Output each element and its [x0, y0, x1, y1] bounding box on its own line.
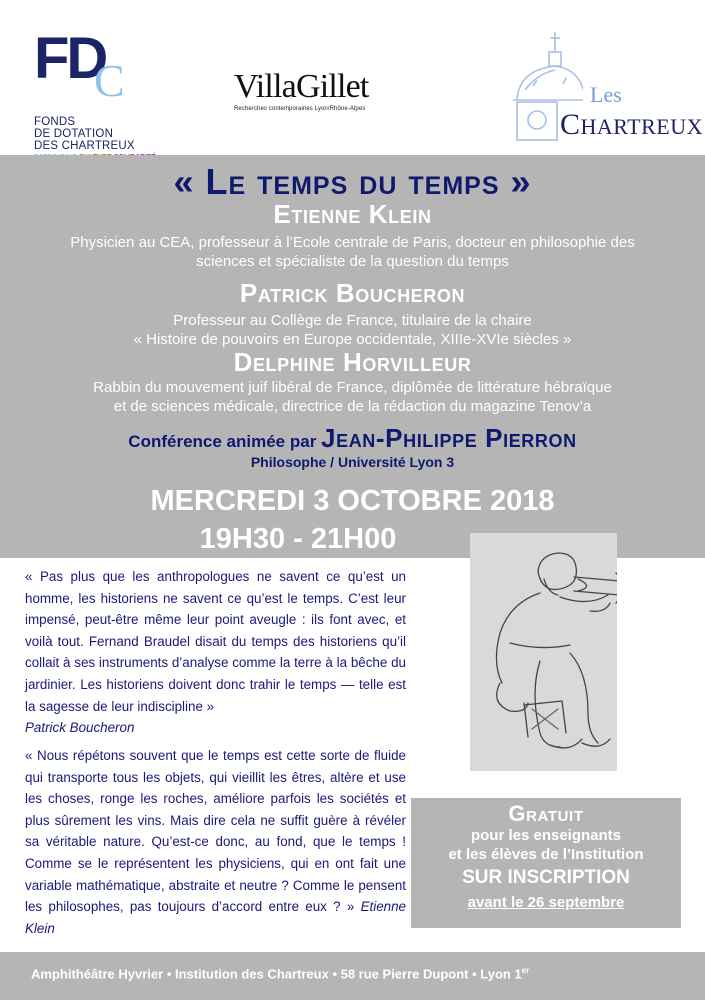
speaker-description-line: sciences et spécialiste de la question du temps	[196, 253, 509, 270]
free-audience-line: et les élèves de l’Institution	[448, 846, 644, 863]
quote-boucheron	[25, 566, 406, 739]
speaker-description-line: Professeur au Collège de France, titulaire de la chaire	[173, 312, 532, 329]
event-time: 19H30 - 21H00	[199, 523, 397, 555]
speaker-description-line: « Histoire de pouvoirs en Europe occidentale, XIIIe-XVIe siècles »	[133, 331, 572, 348]
registration-required: SUR INSCRIPTION	[462, 867, 630, 888]
event-date: MERCREDI 3 OCTOBRE 2018	[150, 485, 555, 517]
quote-text: « Pas plus que les anthropologues ne savent ce qu’est un homme, les historiens ne savent ce qu’est le temps. C’est leur impensé, peut-être même leur point aveugle : ils font avec, et voilà tout. Fernand Braudel disait du temps des historiens qu’il collait à ses instruments d’analyse comme la terre à la bêche du jardinier. Les historiens doivent donc trahir le temps — telle est la sagesse de leur indiscipline »	[25, 569, 406, 714]
chartreux-logo	[498, 30, 705, 140]
villa-gillet-name: VillaGillet	[234, 68, 369, 105]
villa-gillet-subtitle: Recherches contemporaines Lyon/Rhône-Alpes	[234, 106, 366, 112]
moderator-line	[0, 423, 705, 454]
quote-klein	[25, 745, 406, 939]
chartreux-initial: C	[560, 108, 581, 141]
hourglass-sketch-image	[470, 533, 617, 771]
venue-superscript: er	[521, 966, 530, 975]
fdc-logo	[34, 26, 154, 152]
chartreux-name	[560, 108, 703, 142]
venue-text: Amphithéâtre Hyvrier • Institution des Chartreux • 58 rue Pierre Dupont • Lyon 1	[31, 966, 522, 982]
quote-text: « Nous répétons souvent que le temps est cette sorte de fluide qui transporte tous les objets, qui vieillit les êtres, altère et use les choses, ronge les roches, améliore parfois les sociétés et plus sûrement les vins. Mais dire cela ne suffit guère à révéler sa véritable nature. Qu’est-ce donc, au fond, que le temps ! Comme se le représentent les physiciens, qui en ont fait une variable mathématique, abstraite et neutre ? Comme le pensent les philosophes, pas toujours d’accord entre eux ? »	[25, 748, 406, 915]
moderator-role: Philosophe / Université Lyon 3	[250, 454, 455, 470]
free-audience-line: pour les enseignants	[470, 827, 622, 844]
chartreux-les: Les	[590, 82, 622, 107]
speaker-description	[0, 311, 705, 349]
venue-address	[31, 966, 529, 981]
event-title	[0, 161, 705, 203]
fdc-logo-line: DES CHARTREUX	[34, 140, 135, 152]
speaker-description-line: Rabbin du mouvement juif libéral de France, diplômée de littérature hébraïque	[93, 379, 612, 396]
speaker-description-line: Physicien au CEA, professeur à l’Ecole centrale de Paris, docteur en philosophie des	[70, 234, 635, 251]
registration-deadline: avant le 26 septembre	[467, 894, 625, 911]
moderator-name: Jean-Philippe Pierron	[321, 423, 577, 453]
free-registration-box	[411, 798, 681, 928]
quote-author: Patrick Boucheron	[25, 720, 135, 736]
moderator-lead: Conférence animée par	[128, 432, 322, 451]
sketch-drawing	[470, 533, 617, 771]
speaker-name: Delphine Horvilleur	[233, 347, 472, 377]
event-title-text: « Le temps du temps »	[173, 161, 532, 202]
speaker-name: Etienne Klein	[273, 199, 432, 229]
speaker-description	[0, 378, 705, 416]
speaker-name: Patrick Boucheron	[239, 278, 466, 308]
fdc-logo-c: C	[94, 55, 125, 106]
fdc-logo-line: DE DOTATION	[34, 128, 114, 140]
chartreux-rest: HARTREUX	[580, 114, 703, 139]
footer-band	[0, 952, 705, 1000]
speaker-description	[0, 233, 705, 271]
villa-gillet-logo	[234, 70, 404, 112]
speaker-description-line: et de sciences médicale, directrice de la rédaction du magazine Tenov’a	[113, 398, 592, 415]
fdc-logo-line: FONDS	[34, 116, 76, 128]
quote-author: Etienne Klein	[25, 899, 406, 936]
fdc-logo-letters: FD	[34, 26, 106, 91]
free-title: Gratuit	[508, 801, 584, 826]
